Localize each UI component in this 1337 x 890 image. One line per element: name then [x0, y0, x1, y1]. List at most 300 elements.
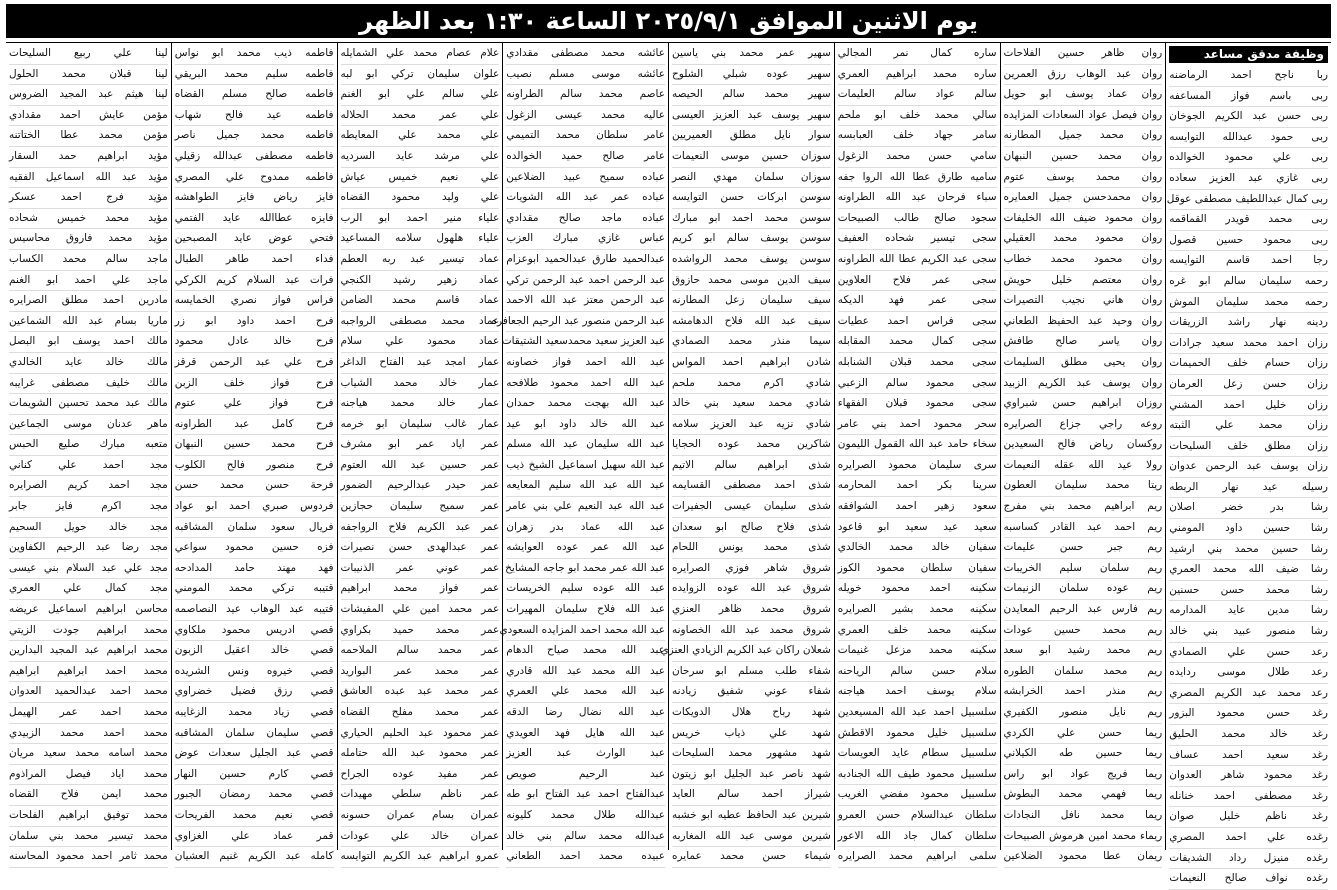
name-entry: سكينه محمد خلف العمري: [838, 621, 997, 642]
name-entry: روان محمود محمد خطاب: [1004, 250, 1163, 271]
name-entry: قصي كارم حسين النهار: [175, 765, 334, 786]
name-entry: محمد ثامر احمد محمود المحاسنه: [9, 847, 168, 868]
name-entry: رشا منصور عبيد بني خالد: [1169, 622, 1328, 643]
name-entry: رزان خليل احمد المشني: [1169, 396, 1328, 417]
name-entry: ماجد علي احمد ابو الغنم: [9, 271, 168, 292]
name-entry: مؤمن عايش احمد مقدادي: [9, 106, 168, 127]
name-entry: رغد مصطفى احمد خنانله: [1169, 787, 1328, 808]
name-entry: ريما حسن علي الكردي: [1004, 724, 1163, 745]
name-entry: لينا علي ربيع السليحات: [9, 44, 168, 65]
name-entry: عمر عبد الكريم فلاح الرواجفه: [341, 518, 500, 539]
name-entry: سرينا بكر احمد المحارمه: [838, 476, 997, 497]
name-entry: عبد الله عمر عوده العوايشه: [506, 538, 665, 559]
name-entry: روزان ابراهيم حسن شبراوي: [1004, 394, 1163, 415]
name-entry: عباده ماجد صالح مقدادي: [506, 209, 665, 230]
name-entry: عبد الله محمد علي العمري: [506, 682, 665, 703]
name-entry: رجا احمد قاسم التوايسه: [1169, 251, 1328, 272]
name-entry: فاطمه ممدوح علي المصري: [175, 168, 334, 189]
name-entry: شاكرين محمد عوده الحجايا: [672, 435, 831, 456]
name-entry: ربى محمود حسين قصول: [1169, 231, 1328, 252]
name-entry: محمد تيسير محمد بني سلمان: [9, 827, 168, 848]
name-entry: قصي ادريس محمود ملكاوي: [175, 621, 334, 642]
name-entry: رحمه محمد سليمان الموش: [1169, 293, 1328, 314]
name-entry: محمد احمد محمد الزبيدي: [9, 724, 168, 745]
name-entry: عمرو ابراهيم عبد الكريم التوايسه: [341, 847, 500, 868]
name-entry: عباس غازي مبارك العزب: [506, 229, 665, 250]
name-entry: ريم نايل منصور الكفيري: [1004, 703, 1163, 724]
name-entry: متعبه مبارك صليع الحبس: [9, 435, 168, 456]
name-entry: سعيد عيد سعيد ابو قاعود: [838, 518, 997, 539]
name-entry: شيرين عبد الحافظ عطيه ابو خشبه: [672, 806, 831, 827]
name-entry: روان يوسف عبد الكريم الزبيد: [1004, 374, 1163, 395]
name-entry: عمر محمد امين علي المفيشات: [341, 600, 500, 621]
name-entry: سجى محمد قبلان الشنابله: [838, 353, 997, 374]
name-entry: شادي محمد سعيد بني خالد: [672, 394, 831, 415]
name-entry: سامر جهاد خلف العبابسه: [838, 126, 997, 147]
name-entry: روان محمدحسن جميل العمايره: [1004, 188, 1163, 209]
name-entry: عمر محمد سالم الملاحمه: [341, 641, 500, 662]
name-entry: روان محمد حسين النبهان: [1004, 147, 1163, 168]
name-entry: عامر سلطان محمد التميمي: [506, 126, 665, 147]
name-entry: رزان حسام خلف الحميمات: [1169, 354, 1328, 375]
name-entry: شعلان راكان عبد الكريم الزيادي العنزي: [672, 641, 831, 662]
name-entry: رشا مدين عايد المدارمه: [1169, 601, 1328, 622]
name-entry: عبد الله خالد داود ابو عيد: [506, 415, 665, 436]
name-entry: عبد الرحمن معتز عبد الله الاحمد: [506, 291, 665, 312]
name-entry: رزان مطلق خلف السليحات: [1169, 437, 1328, 458]
name-entry: سلسبيل محمود طيف الله الجنادبه: [838, 765, 997, 786]
name-entry: سيما منذر محمد الصمادي: [672, 332, 831, 353]
name-entry: روان يحيى مطلق السليمات: [1004, 353, 1163, 374]
name-entry: سلسبيل خليل محمود الاقطش: [838, 724, 997, 745]
name-entry: سالي محمد خلف ابو ملحم: [838, 106, 997, 127]
name-entry: عماد محمود علي سلام: [341, 332, 500, 353]
name-entry: ريم محمد حسين عودات: [1004, 621, 1163, 642]
name-entry: فايز رياض فايز الطواهشه: [175, 188, 334, 209]
name-entry: محمد ابراهيم عبد المجيد البدارين: [9, 641, 168, 662]
names-column: [1000, 43, 1166, 863]
name-entry: شفاء طلب مسلم ابو سرحان: [672, 662, 831, 683]
name-entry: روان محمود محمد العقيلي: [1004, 229, 1163, 250]
name-entry: شفاء عوني شفيق زيادنه: [672, 682, 831, 703]
name-entry: ربا ناجح احمد الرماضنه: [1169, 66, 1328, 87]
name-entry: رغد حسن محمود البزور: [1169, 704, 1328, 725]
name-entry: فرح فواز خلف الزبن: [175, 374, 334, 395]
name-entry: عماد محمد مصطفى الرواجبه: [341, 312, 500, 333]
names-column: [1165, 43, 1331, 885]
name-entry: سجى محمود سالم الزعبي: [838, 374, 997, 395]
name-entry: قصي سليمان سلمان المشاقبه: [175, 724, 334, 745]
name-entry: شادي نزيه عبد العزيز سلامه: [672, 415, 831, 436]
name-entry: عبدالفتاح احمد عبد الفتاح ابو طه: [506, 785, 665, 806]
name-entry: مالك خالد عايد الخالدي: [9, 353, 168, 374]
name-entry: علي نعيم خميس عياش: [341, 168, 500, 189]
name-entry: محمد ايمن فلاح القضاه: [9, 785, 168, 806]
name-entry: ربى حسن عبد الكريم الجوخان: [1169, 107, 1328, 128]
name-entry: رغد ناظم خليل صوان: [1169, 807, 1328, 828]
name-entry: ربى كمال عبداللطيف مصطفى عوقل: [1169, 190, 1328, 211]
name-entry: عباده سميح عبيد الضلاعين: [506, 168, 665, 189]
name-entry: عماد تيسير عبد ربه العطم: [341, 250, 500, 271]
name-entry: علي عمر محمد الحلاله: [341, 106, 500, 127]
name-entry: رزان احمد محمد سعيد جرادات: [1169, 334, 1328, 355]
name-entry: ريم جبر حسن عليمات: [1004, 538, 1163, 559]
name-entry: فرح محمد حسين النبهان: [175, 435, 334, 456]
name-entry: محمد ابراهيم جودت الزيتي: [9, 621, 168, 642]
name-entry: شروق محمد عبد الله الخصاونه: [672, 621, 831, 642]
name-entry: شهد علي ذياب خريس: [672, 724, 831, 745]
name-entry: ريم عوده سلمان الزنيمات: [1004, 579, 1163, 600]
name-entry: سفيان خالد محمد الخالدي: [838, 538, 997, 559]
name-entry: فتحي عوض عايد المصبحين: [175, 229, 334, 250]
name-entry: سجى تيسير شحاده العفيف: [838, 229, 997, 250]
name-entry: فراس فواز نصري الخمايسه: [175, 291, 334, 312]
name-entry: رغده علي احمد المصري: [1169, 828, 1328, 849]
name-entry: روان ظاهر حسين الفلاحات: [1004, 44, 1163, 65]
name-entry: فرح منصور فالح الكلوب: [175, 456, 334, 477]
name-entry: مؤيد ابراهيم حمد السقار: [9, 147, 168, 168]
name-entry: رولا عيد الله عقله النعيمات: [1004, 456, 1163, 477]
name-entry: قصي عبد الجليل سعدات عوض: [175, 744, 334, 765]
name-entry: ريم سلمان سليم الخريبات: [1004, 559, 1163, 580]
job-title-heading: وظيفة مدقق مساعد: [1169, 46, 1328, 63]
name-entry: روان عبد الوهاب رزق العمرين: [1004, 65, 1163, 86]
name-entry: عمار خالد محمد الشياب: [341, 374, 500, 395]
name-entry: سيف الدين موسى محمد حازوق: [672, 271, 831, 292]
name-entry: سفيان سلطان محمود الكوز: [838, 559, 997, 580]
name-entry: ساره كمال نمر المجالي: [838, 44, 997, 65]
names-column: [834, 43, 1000, 863]
name-entry: سلام حسن سالم الرياحنه: [838, 662, 997, 683]
names-column: [337, 43, 503, 863]
name-entry: رغد سعيد احمد عساف: [1169, 746, 1328, 767]
name-entry: سجى محمود قبلان الفقهاء: [838, 394, 997, 415]
name-entry: سجود صالح طالب الصبيحات: [838, 209, 997, 230]
name-entry: عبد الله سهيل اسماعيل الشيخ ذيب: [506, 456, 665, 477]
name-entry: عبد الله عبد الله سليم المعايعه: [506, 476, 665, 497]
name-entry: عمر محمود عبد الحليم الحياري: [341, 724, 500, 745]
name-entry: عبد الله بهجت محمد حمدان: [506, 394, 665, 415]
names-column: [171, 43, 337, 863]
name-entry: شروق عبد الله عوده الزوايده: [672, 579, 831, 600]
name-entry: عباده عمر عبد الله الشويات: [506, 188, 665, 209]
name-entry: ريم ابراهيم محمد بني مفرج: [1004, 497, 1163, 518]
name-entry: شادن ابراهيم احمد المواس: [672, 353, 831, 374]
name-entry: سيف سليمان زعل المطارنه: [672, 291, 831, 312]
name-entry: سلمى ابراهيم محمد الصرايره: [838, 847, 997, 868]
name-entry: عمار غالب سليمان ابو خرمه: [341, 415, 500, 436]
name-entry: عمر عوني عمر الذنيبات: [341, 559, 500, 580]
name-entry: عامر صالح حميد الخوالده: [506, 147, 665, 168]
name-entry: سوسن محمد احمد ابو مبارك: [672, 209, 831, 230]
name-entry: عمر مفيد عوده الجراح: [341, 765, 500, 786]
name-entry: ربى علي محمود الخوالده: [1169, 148, 1328, 169]
name-entry: شهد رباح هلال الدويكات: [672, 703, 831, 724]
name-entry: رغده منيزل رداد الشديفات: [1169, 849, 1328, 870]
name-entry: فردوس صبري احمد ابو عواد: [175, 497, 334, 518]
name-entry: شهد ناصر عبد الجليل ابو زيتون: [672, 765, 831, 786]
name-entry: كامله عبد الكريم غنيم العشيان: [175, 847, 334, 868]
name-entry: عمار خالد محمد هياجنه: [341, 394, 500, 415]
name-entry: رزان حسن زعل العرمان: [1169, 375, 1328, 396]
name-entry: سكينه محمد بشير الصرايره: [838, 600, 997, 621]
name-entry: رعد طلال موسى ردايده: [1169, 663, 1328, 684]
name-entry: عبد الرحمن منصور عبد الرحيم الجعافره: [506, 312, 665, 333]
name-entry: سوسن يوسف محمد الرواشده: [672, 250, 831, 271]
name-entry: عمر عبدالهدى حسن نصيرات: [341, 538, 500, 559]
name-entry: فاطمه ذيب محمد ابو نواس: [175, 44, 334, 65]
name-entry: قصي خالد اعقيل الزبون: [175, 641, 334, 662]
name-entry: روان محمد جميل المطارنه: [1004, 126, 1163, 147]
name-entry: عمار امجد عبد الفتاح الداغر: [341, 353, 500, 374]
name-entry: عمر اياد عمر ابو مشرف: [341, 435, 500, 456]
name-entry: عبد الله عوده سليم الخريسات: [506, 579, 665, 600]
name-entry: علياء هلهول سلامه المساعيد: [341, 229, 500, 250]
name-entry: عمران خالد علي عودات: [341, 827, 500, 848]
name-entry: روان معتصم خليل حويش: [1004, 271, 1163, 292]
name-entry: عبد الله محمد عبد الله قادري: [506, 662, 665, 683]
name-entry: رشا بدر خضر اصلان: [1169, 498, 1328, 519]
name-entry: قصي محمد رمضان الجبور: [175, 785, 334, 806]
name-entry: شيرين موسى عبد الله المغاربه: [672, 827, 831, 848]
name-entry: روان عماد يوسف ابو حويل: [1004, 85, 1163, 106]
name-entry: فرح فواز علي عتوم: [175, 394, 334, 415]
name-entry: عمران بسام عمران حسونه: [341, 806, 500, 827]
name-entry: ريم فارس عبد الرحيم المعايدن: [1004, 600, 1163, 621]
name-entry: مؤيد عبد الله اسماعيل الفقيه: [9, 168, 168, 189]
name-entry: رشا محمد حسن حسنين: [1169, 581, 1328, 602]
name-entry: سالم عواد سالم العليمات: [838, 85, 997, 106]
name-entry: سوسن ابركات حسن التوايسه: [672, 188, 831, 209]
name-entry: شيراز احمد سالم العايد: [672, 785, 831, 806]
name-entry: سوزان حسين موسى النعيمات: [672, 147, 831, 168]
name-entry: ريماء محمد امين هرموش الصبيحات: [1004, 827, 1163, 848]
name-entry: لينا قبلان محمد الحلول: [9, 65, 168, 86]
name-entry: عبد العزيز سعيد محمدسعيد الشتيقات: [506, 332, 665, 353]
name-entry: ماريا بسام عبد الله الشماعين: [9, 312, 168, 333]
name-entry: عاليه محمد عيسى الزغول: [506, 106, 665, 127]
name-entry: عبد الله عمر محمد ابو جاجه المشايخ: [506, 559, 665, 580]
name-entry: رزان يوسف عبد الرحمن عدوان: [1169, 457, 1328, 478]
name-entry: مالك خليف مصطفى غرايبه: [9, 374, 168, 395]
name-entry: سجى فراس احمد عطيات: [838, 312, 997, 333]
name-entry: عبد الله هايل فهد العويدي: [506, 724, 665, 745]
name-entry: عبدالله طلال محمد كليونه: [506, 806, 665, 827]
name-entry: ريم منذر احمد الخرابشه: [1004, 682, 1163, 703]
name-entry: محمد احمد عبدالحميد العدوان: [9, 682, 168, 703]
name-entry: سحر محمود احمد بني عامر: [838, 415, 997, 436]
name-entry: ريما محمد نافل النجادات: [1004, 806, 1163, 827]
name-entry: روان فيصل عواد السعادات المزايده: [1004, 106, 1163, 127]
name-entry: عبد الرحمن احمد عبد الرحمن تركي: [506, 271, 665, 292]
name-entry: محمد اياد فيصل المراذوم: [9, 765, 168, 786]
name-entry: سلطان عبدالسلام حسن العمرو: [838, 806, 997, 827]
name-entry: سوسن يوسف سالم ابو كريم: [672, 229, 831, 250]
name-entry: شذى سليمان عيسى الجفيرات: [672, 497, 831, 518]
name-entry: شذى محمد يونس اللحام: [672, 538, 831, 559]
name-entry: شذى احمد مصطفى القسايمه: [672, 476, 831, 497]
name-entry: ساميه طارق عطا الله الروا جفه: [838, 168, 997, 189]
name-entry: عبدالحميد طارق عبدالحميد ابوعزام: [506, 250, 665, 271]
name-entry: قتيبه عبد الوهاب عيد النصاصمه: [175, 600, 334, 621]
name-entry: سجى عمر فلاح العلاوين: [838, 271, 997, 292]
names-column: [660, 43, 834, 863]
name-entry: فاطمه عيد فالح شهاب: [175, 106, 334, 127]
name-entry: مجد علي عبد السلام بني عيسى: [9, 559, 168, 580]
name-entry: رغد خالد محمد الحليق: [1169, 725, 1328, 746]
name-entry: ردينه نهار راشد الزريقات: [1169, 313, 1328, 334]
name-entry: عبد الله عبد النعيم علي بني عامر: [506, 497, 665, 518]
name-entry: ماجد سالم محمد الكساب: [9, 250, 168, 271]
name-entry: شادي اكرم محمد ملحم: [672, 374, 831, 395]
name-entry: شروق محمد ظاهر العنزي: [672, 600, 831, 621]
name-entry: عبد الله محمد احمد المزايده السعودي: [506, 621, 665, 642]
name-entry: عبد الله احمد فواز خصاونه: [506, 353, 665, 374]
name-entry: فرح خالد عادل محمود: [175, 332, 334, 353]
name-entry: لينا هيثم عبد المجيد الضروس: [9, 85, 168, 106]
name-entry: عبيده محمد احمد الطعاني: [506, 847, 665, 868]
name-entry: رسيله عيد نهار الربطه: [1169, 478, 1328, 499]
names-column: [491, 43, 668, 863]
name-entry: رشا ضيف الله محمد العمري: [1169, 560, 1328, 581]
name-entry: محمد احمد عمر الهيمل: [9, 703, 168, 724]
name-entry: عمر حسين عبد الله العتوم: [341, 456, 500, 477]
name-entry: ربى محمد قويدر القماقمه: [1169, 210, 1328, 231]
name-entry: علي وليد محمود القضاه: [341, 188, 500, 209]
name-entry: شذى فلاح صالح ابو سعدان: [672, 518, 831, 539]
name-entry: رعد حسن علي الصمادي: [1169, 643, 1328, 664]
name-entry: عمر محمد عمر البواريد: [341, 662, 500, 683]
name-entry: سجى عمر فهد الديكه: [838, 291, 997, 312]
name-entry: رعد محمد عبد الكريم المصري: [1169, 684, 1328, 705]
name-entry: علوان سليمان تركي ابو لبه: [341, 65, 500, 86]
name-entry: عمر محمد عبد عبده العاشق: [341, 682, 500, 703]
name-entry: روان هاني نجيب التصيرات: [1004, 291, 1163, 312]
name-entry: سلسبيل سطام عايد العويسات: [838, 744, 997, 765]
name-entry: عبد الله احمد محمود طلافحه: [506, 374, 665, 395]
name-entry: عمر ناظم سلطي مهيدات: [341, 785, 500, 806]
name-entry: ماهر عدنان موسى الجماعين: [9, 415, 168, 436]
name-entry: محمد اسامه محمد سعيد مريان: [9, 744, 168, 765]
name-entry: سلسبيل محمود مفضي الغريب: [838, 785, 997, 806]
name-entry: عبد الرحيم صويص: [506, 765, 665, 786]
name-entry: قصي زياد محمد الزغايبه: [175, 703, 334, 724]
name-entry: ريتا محمد سليمان العطون: [1004, 476, 1163, 497]
name-entry: رغده نواف صالح النعيمات: [1169, 869, 1328, 890]
name-entry: مجد اكرم فايز جابر: [9, 497, 168, 518]
name-entry: روان محمود ضيف الله الخليفات: [1004, 209, 1163, 230]
name-entry: مؤيد محمد فاروق محاسيس: [9, 229, 168, 250]
name-entry: فرحة حسن محمد حسن: [175, 476, 334, 497]
name-entry: عبد الوارث عبد العزيز: [506, 744, 665, 765]
name-entry: رغد محمود شاهر العدوان: [1169, 766, 1328, 787]
name-entry: فرح علي عبد الرحمن قرقز: [175, 353, 334, 374]
name-entry: مجد كمال علي العمري: [9, 579, 168, 600]
name-entry: عبد الله عماد بدر زهران: [506, 518, 665, 539]
name-entry: سهير يوسف عبد العزيز العيسى: [672, 106, 831, 127]
name-entry: رشا حسين محمد بني ارشيد: [1169, 540, 1328, 561]
name-entry: محمد توفيق ابراهيم الفلحات: [9, 806, 168, 827]
name-entry: سجى كمال محمد المقابله: [838, 332, 997, 353]
name-entry: رحمه سليمان سالم ابو غره: [1169, 272, 1328, 293]
name-entry: عمر محمد مفلح القضاه: [341, 703, 500, 724]
name-entry: عبد الله نضال رضا الدقه: [506, 703, 665, 724]
name-entry: سخاء حامد عبد الله القمول الليمون: [838, 435, 997, 456]
name-entry: فرح احمد داود ابو زر: [175, 312, 334, 333]
name-entry: عماد زهير رشيد الكنجي: [341, 271, 500, 292]
name-entry: سرى سليمان محمود الصرايره: [838, 456, 997, 477]
name-entry: سعود زهير احمد الشوافقه: [838, 497, 997, 518]
name-entry: سامي حسن محمد الزغول: [838, 147, 997, 168]
name-entry: سهير عمر محمد بني ياسين: [672, 44, 831, 65]
name-entry: سلام يوسف احمد هياجنه: [838, 682, 997, 703]
name-entry: مجد احمد علي كناني: [9, 456, 168, 477]
name-entry: ريم احمد عبد القادر كساسبه: [1004, 518, 1163, 539]
name-entry: مالك احمد يوسف ابو البصل: [9, 332, 168, 353]
name-entry: قمر عماد علي الغزاوي: [175, 827, 334, 848]
name-entry: فايزه عطاالله عايد الفتمي: [175, 209, 334, 230]
names-column: [6, 43, 171, 863]
name-entry: مؤيد فرج احمد عسكر: [9, 188, 168, 209]
name-entry: سكينه احمد محمود خويله: [838, 579, 997, 600]
name-entry: سكينه محمد مزعل غنيمات: [838, 641, 997, 662]
name-entry: سهير محمد سالم الحيصه: [672, 85, 831, 106]
name-entry: فرح كامل عبد الطراونه: [175, 415, 334, 436]
name-entry: شذى ابراهيم سالم الاتيم: [672, 456, 831, 477]
name-entry: علي سالم علي ابو الغنم: [341, 85, 500, 106]
name-entry: قصي رزق فضيل خضراوي: [175, 682, 334, 703]
name-entry: سلطان كمال جاد الله الاعور: [838, 827, 997, 848]
name-entry: عمر محمود عبد الله حتامله: [341, 744, 500, 765]
name-entry: فاطمه صالح مسلم القضاه: [175, 85, 334, 106]
name-entry: ربى باسم فواز المساعفه: [1169, 87, 1328, 108]
name-entry: قصي خيروه ونس الشريده: [175, 662, 334, 683]
name-entry: شهد مشهور محمد السليحات: [672, 744, 831, 765]
name-entry: علي محمد علي المعايطه: [341, 126, 500, 147]
name-entry: مجد احمد كريم الصرايره: [9, 476, 168, 497]
name-entry: مجد رضا عبد الرحيم الكفاوين: [9, 538, 168, 559]
name-entry: سهير عوده شبلي الشلوح: [672, 65, 831, 86]
name-entry: فداء احمد طاهر الطبال: [175, 250, 334, 271]
name-entry: فاطمه مصطفى عبدالله زقيلي: [175, 147, 334, 168]
name-entry: روكسان رياض فالح السعيدين: [1004, 435, 1163, 456]
name-entry: ريمان عطا محمود الضلاعين: [1004, 847, 1163, 868]
name-entry: علي مرشد عايد السرديه: [341, 147, 500, 168]
name-entry: ريم محمد رشيد ابو سعد: [1004, 641, 1163, 662]
name-entry: مجد خالد حويل السحيم: [9, 518, 168, 539]
name-entry: ربى حمود عبدالله التوايسه: [1169, 128, 1328, 149]
name-entry: علام عصام محمد علي الشمايله: [341, 44, 500, 65]
name-entry: عماد قاسم محمد الضامن: [341, 291, 500, 312]
name-entry: رزان محمد علي الثبته: [1169, 416, 1328, 437]
name-entry: فزه حسين محمود سواعي: [175, 538, 334, 559]
name-entry: محمد احمد ابراهيم ابراهيم: [9, 662, 168, 683]
name-entry: سلسبيل احمد عبد الله المسيعدين: [838, 703, 997, 724]
name-entry: شروق شاهر فوزي الصرايره: [672, 559, 831, 580]
name-entry: عمر فواز محمد ابراهيم: [341, 579, 500, 600]
name-entry: فاطمه محمد جميل ناصر: [175, 126, 334, 147]
name-entry: فرات عبد السلام كريم الكركي: [175, 271, 334, 292]
name-entry: ريما فهمي محمد البطوش: [1004, 785, 1163, 806]
name-entry: روعه راجي جزاع الصرايره: [1004, 415, 1163, 436]
name-entry: روان ياسر صالح طافش: [1004, 332, 1163, 353]
name-entry: روان محمد يوسف عتوم: [1004, 168, 1163, 189]
name-entry: سيف عبد الله فلاح الدهامشه: [672, 312, 831, 333]
name-entry: سوزان سلمان مهدي النصر: [672, 168, 831, 189]
name-entry: روان وحيد عبد الحفيظ الطعاني: [1004, 312, 1163, 333]
name-entry: عائشه موسى مسلم نصيب: [506, 65, 665, 86]
name-entry: محاسن ابراهيم اسماعيل عريضه: [9, 600, 168, 621]
